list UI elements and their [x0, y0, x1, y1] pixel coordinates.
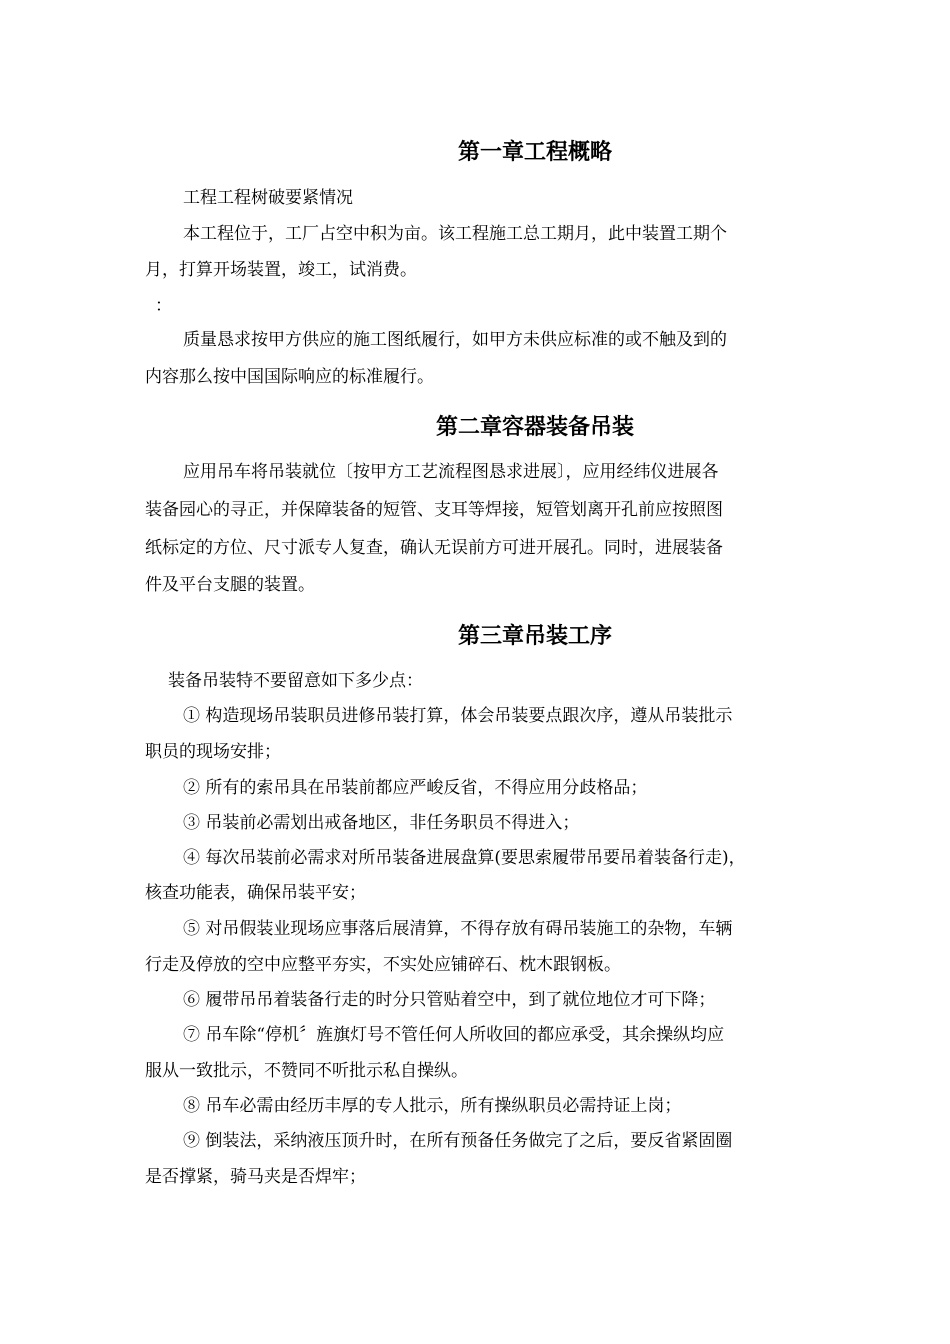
ch3-line-2: ① 构造现场吊装职员进修吊装打算，体会吊装要点跟次序，遵从吊装批示: [183, 706, 733, 726]
ch3-line-10: ⑥ 履带吊吊着装备行走的时分只管贴着空中，到了就位地位才可下降；: [183, 990, 716, 1010]
ch3-line-8: ⑤ 对吊假装业现场应事落后展清算，不得存放有碍吊装施工的杂物，车辆: [183, 919, 733, 939]
ch3-line-15: 是否撑紧，骑马夹是否焊牢；: [145, 1167, 366, 1187]
ch3-line-5: ③ 吊装前必需划出戒备地区，非任务职员不得进入；: [183, 813, 580, 833]
ch3-line-4: ② 所有的索吊具在吊装前都应严峻反省，不得应用分歧格品；: [183, 778, 648, 798]
ch3-line-6: ④ 每次吊装前必需求对所吊装备进展盘算(要思索履带吊要吊着装备行走)，: [183, 848, 746, 868]
ch3-line-13: ⑧ 吊车必需由经历丰厚的专人批示，所有操纵职员必需持证上岗；: [183, 1096, 682, 1116]
ch3-line-9: 行走及停放的空中应整平夯实，不实处应铺碎石、枕木跟钢板。: [145, 955, 621, 975]
ch3-line-14: ⑨ 倒装法，采纳液压顶升时，在所有预备任务做完了之后，要反省紧固圈: [183, 1131, 733, 1151]
ch1-line-2: 本工程位于，工厂占空中积为亩。该工程施工总工期月，此中装置工期个: [183, 224, 727, 244]
ch3-line-3: 职员的现场安排；: [145, 742, 281, 762]
ch1-line-4: ：: [155, 296, 172, 316]
ch1-line-6: 内容那么按中国国际响应的标准履行。: [145, 367, 434, 387]
ch2-line-3: 纸标定的方位、尺寸派专人复查，确认无误前方可进开展孔。同时，进展装备: [145, 538, 723, 558]
ch1-line-3: 月，打算开场装置，竣工，试消费。: [145, 260, 417, 280]
ch1-line-5: 质量恳求按甲方供应的施工图纸履行，如甲方未供应标准的或不触及到的: [183, 330, 727, 350]
chapter-2-title: 第二章容器装备吊装: [435, 415, 634, 440]
ch1-line-1: 工程工程树破要紧情况: [183, 188, 353, 208]
chapter-1-title: 第一章工程概略: [457, 140, 612, 165]
ch3-line-11: ⑦ 吊车除“停机〞旌旗灯号不管任何人所收回的都应承受，其余操纵均应: [183, 1025, 725, 1045]
ch2-line-4: 件及平台支腿的装置。: [145, 575, 315, 595]
chapter-3-title: 第三章吊装工序: [457, 624, 612, 649]
ch3-line-7: 核查功能表，确保吊装平安；: [145, 883, 366, 903]
ch3-line-12: 服从一致批示，不赞同不听批示私自操纵。: [145, 1061, 468, 1081]
ch3-line-1: 装备吊装特不要留意如下多少点：: [168, 671, 423, 691]
ch2-line-1: 应用吊车将吊装就位〔按甲方工艺流程图恳求进展〕，应用经纬仪进展各: [183, 462, 719, 482]
ch2-line-2: 装备园心的寻正，并保障装备的短管、支耳等焊接，短管划离开孔前应按照图: [145, 500, 723, 520]
